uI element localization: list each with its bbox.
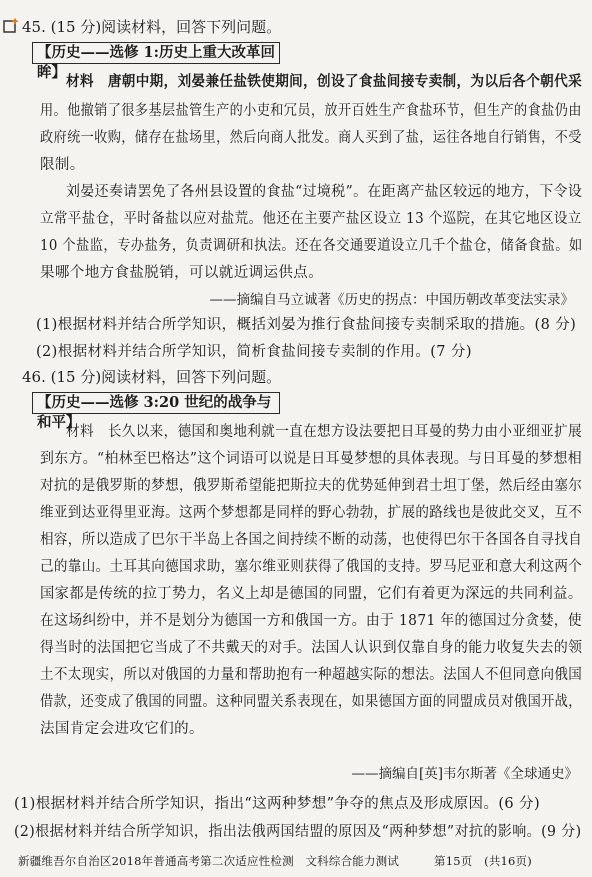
q45-source: ——摘编自马立诚著《历史的拐点：中国历朝改革变法实录》 — [209, 292, 574, 308]
q46-material-line-10: 土不太现实，所以对俄国的力量和帮助抱有一种超越实际的想法。法国人不但同意向俄国 — [40, 667, 583, 683]
q45-material-line-2: 用。他撤销了很多基层盐管生产的小吏和冗员，放开百姓生产食盐环节，但生产的食盐仍由 — [40, 103, 582, 119]
q46-module-title-box — [32, 392, 280, 431]
q45-material-line-5: 刘晏还奏请罢免了各州县设置的食盐“过境税”。在距离产盐区较远的地方，下令设 — [66, 184, 583, 200]
q45-material-line-1-text: 材料 唐朝中期，刘晏兼任盐铁使期间，创设了食盐间接专卖制，为以后各个朝代采 — [66, 73, 583, 90]
q46-material-line-8: 在这场纠纷中，并不是划分为德国一方和俄国一方。由于 1871 年的德国过分贪婪，使 — [40, 613, 583, 629]
q46-material-line-11: 借款，还变成了俄国的同盟。这种同盟关系表现在，如果德国方面的同盟成员对俄国开战， — [40, 694, 582, 710]
q45-material-line-7: 10 个盐监，专办盐务，负责调研和执法。还在各交通要道设立几千个盐仓，储备食盐。如 — [40, 238, 583, 254]
footer-page-number: 第15页 (共16页) — [434, 854, 532, 868]
q46-question-1: (1)根据材料并结合所学知识，指出“这两种梦想”争夺的焦点及形成原因。(6 分) — [14, 796, 541, 812]
q46-material-line-1: 材料 长久以来，德国和奥地利就一直在想方设法要把日耳曼的势力由小亚细亚扩展 — [66, 424, 583, 440]
q46-material-line-12: 法国肯定会进攻它们的。 — [40, 721, 204, 737]
q45-material-line-3: 政府统一收购，储存在盐场里，然后向商人批发。商人买到了盐，运往各地自行销售，不受 — [40, 130, 582, 146]
q45-module-title-box — [32, 42, 280, 81]
add-note-icon[interactable] — [3, 18, 19, 34]
q45-material-line-4: 限制。 — [40, 157, 85, 173]
q46-header: 46. (15 分)阅读材料，回答下列问题。 — [22, 368, 282, 386]
q45-module-title: 【历史——选修 1:历史上重大改革回眸】 — [37, 44, 275, 81]
q46-material-line-2: 到东方。“柏林至巴格达”这个词语可以说是日耳曼梦想的具体表现。与日耳曼的梦想相 — [40, 451, 582, 467]
q46-module-title: 【历史——选修 3:20 世纪的战争与和平】 — [37, 394, 272, 431]
q45-question-1: (1)根据材料并结合所学知识，概括刘晏为推行食盐间接专卖制采取的措施。(8 分) — [36, 317, 577, 333]
q46-material-line-7: 国家都是传统的拉丁势力，名义上却是德国的同盟，它们有着更为深远的共同利益。 — [40, 586, 583, 602]
q46-source: ——摘编自[英]韦尔斯著《全球通史》 — [351, 766, 578, 782]
q45-material-line-6: 立常平盐仓，平时备盐以应对盐荒。他还在主要产盐区设立 13 个巡院，在其它地区设立 — [40, 211, 582, 227]
q46-material-line-6: 己的靠山。土耳其向德国求助，塞尔维亚则获得了俄国的支持。罗马尼亚和意大利这两个 — [40, 559, 583, 575]
q45-material-line-8: 果哪个地方食盐脱销，可以就近调运供点。 — [40, 265, 324, 281]
q46-material-line-5: 相容，所以造成了巴尔干半岛上各国之间持续不断的动荡，也使得巴尔干各国各自寻找自 — [40, 532, 583, 548]
q46-material-line-9: 得当时的法国把它当成了不共戴天的对手。法国人认识到仅靠自身的能力收复失去的领 — [40, 640, 583, 656]
footer-exam-title: 新疆维吾尔自治区2018年普通高考第二次适应性检测 文科综合能力测试 — [18, 854, 400, 868]
q46-material-line-3: 对抗的是俄罗斯的梦想，俄罗斯希望能把斯拉夫的优势延伸到君士坦丁堡，然后经由塞尔 — [40, 478, 583, 494]
q46-question-2: (2)根据材料并结合所学知识，指出法俄两国结盟的原因及“两种梦想”对抗的影响。(9 分) — [14, 824, 582, 840]
q45-material-line-1 — [66, 70, 582, 91]
q45-header: 45. (15 分)阅读材料，回答下列问题。 — [22, 18, 282, 36]
q45-question-2: (2)根据材料并结合所学知识，简析食盐间接专卖制的作用。(7 分) — [36, 344, 472, 360]
q46-material-line-4: 维亚到达亚得里亚海。这两个梦想都是同样的野心勃勃，扩展的路线也是彼此交叉，互不 — [40, 505, 583, 521]
